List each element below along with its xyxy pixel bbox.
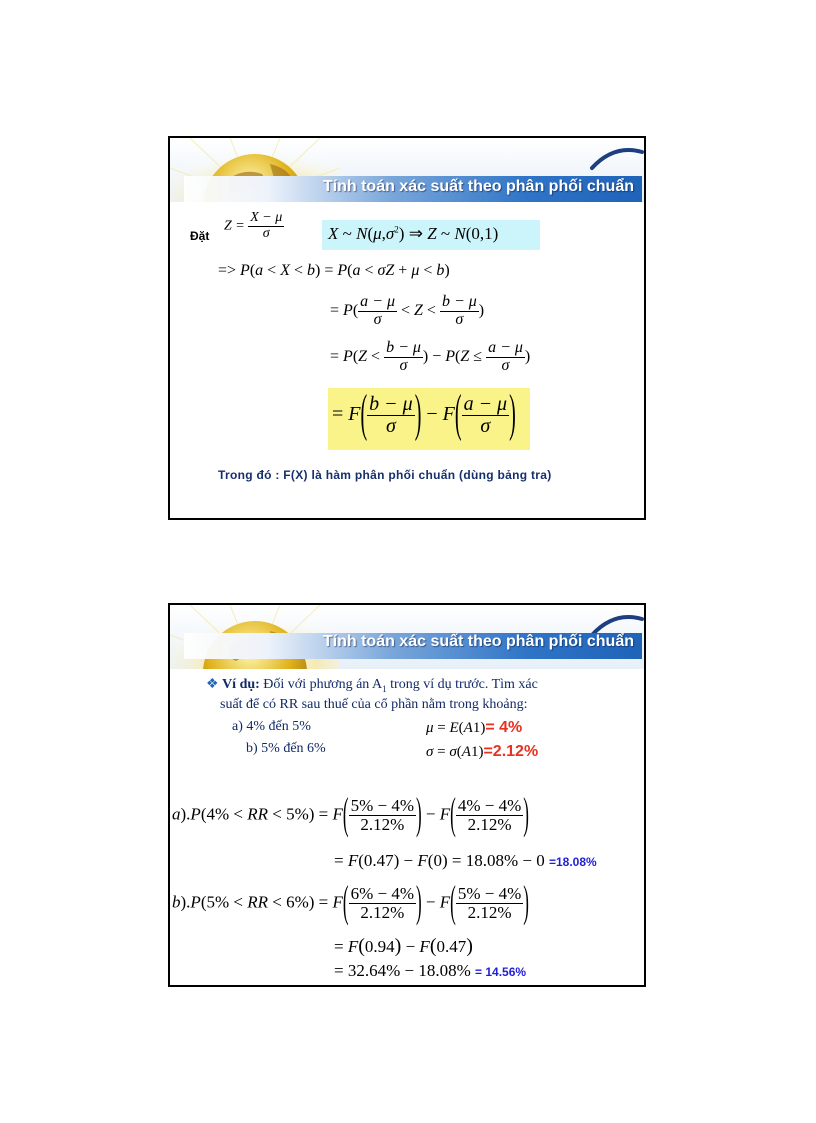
calc-b-line-2: = F(0.94) − F(0.47) [334, 935, 473, 957]
title-band [184, 176, 642, 202]
slide-header [170, 138, 644, 202]
calc-a-line-2: = F(0.47) − F(0) = 18.08% − 0 =18.08% [334, 851, 597, 870]
calc-b-line-1: b).P(5% < RR < 6%) = F( $\frac{6\% - 4\%}{2.12\%}$ ) − F( $\frac{5\% - 4\%}{2.12\%}$ ) [172, 877, 529, 927]
result-formula-highlight [328, 385, 530, 450]
slide-title: Tính toán xác suất theo phân phối chuẩn [322, 633, 634, 650]
example-line-1 [206, 676, 538, 694]
example-text-subscript: 1 [382, 683, 387, 694]
result-a: =18.08% [548, 855, 597, 869]
case-a: a) 4% đến 5% [232, 719, 311, 734]
title-band [184, 633, 642, 659]
z-definition: Z = $\frac{X - \mu}{\sigma}$ [224, 210, 283, 241]
sigma-value: =2.12% [483, 743, 539, 760]
example-line-2: suất để có RR sau thuế của cổ phần nằm trong khoảng: [220, 697, 528, 712]
calc-b-line-3: = 32.64% − 18.08% = 14.56% [334, 961, 527, 980]
slide-title: Tính toán xác suất theo phân phối chuẩn [322, 178, 634, 195]
slide-worked-example [168, 603, 646, 987]
slide-header [170, 605, 644, 669]
footnote: Trong đó : F(X) là hàm phân phối chuẩn (dùng bảng tra) [218, 468, 552, 482]
example-label: Ví dụ: [222, 677, 260, 692]
dat-label: Đặt [190, 229, 210, 243]
derivation-line-3: = P(Z < $\frac{b - \mu}{\sigma}$ ) − P(Z ≤ $\frac{a - \mu}{\sigma}$ ) [330, 339, 531, 374]
decorative-arc-icon [584, 138, 644, 178]
normal-relation: X ~ $N(\mu,\sigma^2)$ ⇒ Z ~ N(0,1) [328, 224, 499, 243]
mu-equation: μ = E(A1)= 4% [426, 719, 523, 736]
sigma-equation: σ = σ(A1)=2.12% [426, 743, 539, 760]
result-formula: = F( $\frac{b - \mu}{\sigma}$ ) − F( $\frac{a - \mu}{\sigma}$ ) [332, 385, 516, 443]
slide-normal-distribution-formula [168, 136, 646, 520]
mu-value: = 4% [485, 719, 523, 736]
derivation-line-2: = P( $\frac{a - \mu}{\sigma}$ < Z < $\frac{b - \mu}{\sigma}$ ) [330, 293, 485, 328]
example-text-part-2: trong ví dụ trước. Tìm xác [386, 677, 538, 692]
derivation-line-1: => P(a < X < b) = P(a < σZ + μ < b) [218, 262, 450, 279]
result-b: = 14.56% [475, 965, 527, 979]
normal-relation-highlight [322, 220, 540, 250]
example-text-part-1: Đối với phương án A [263, 677, 383, 692]
calc-a-line-1: a).P(4% < RR < 5%) = F( $\frac{5\% - 4\%}{2.12\%}$ ) − F( $\frac{4\% - 4\%}{2.12\%}$ ) [172, 789, 529, 839]
diamond-bullet-icon: ❖ [206, 677, 219, 692]
case-b: b) 5% đến 6% [246, 741, 326, 756]
